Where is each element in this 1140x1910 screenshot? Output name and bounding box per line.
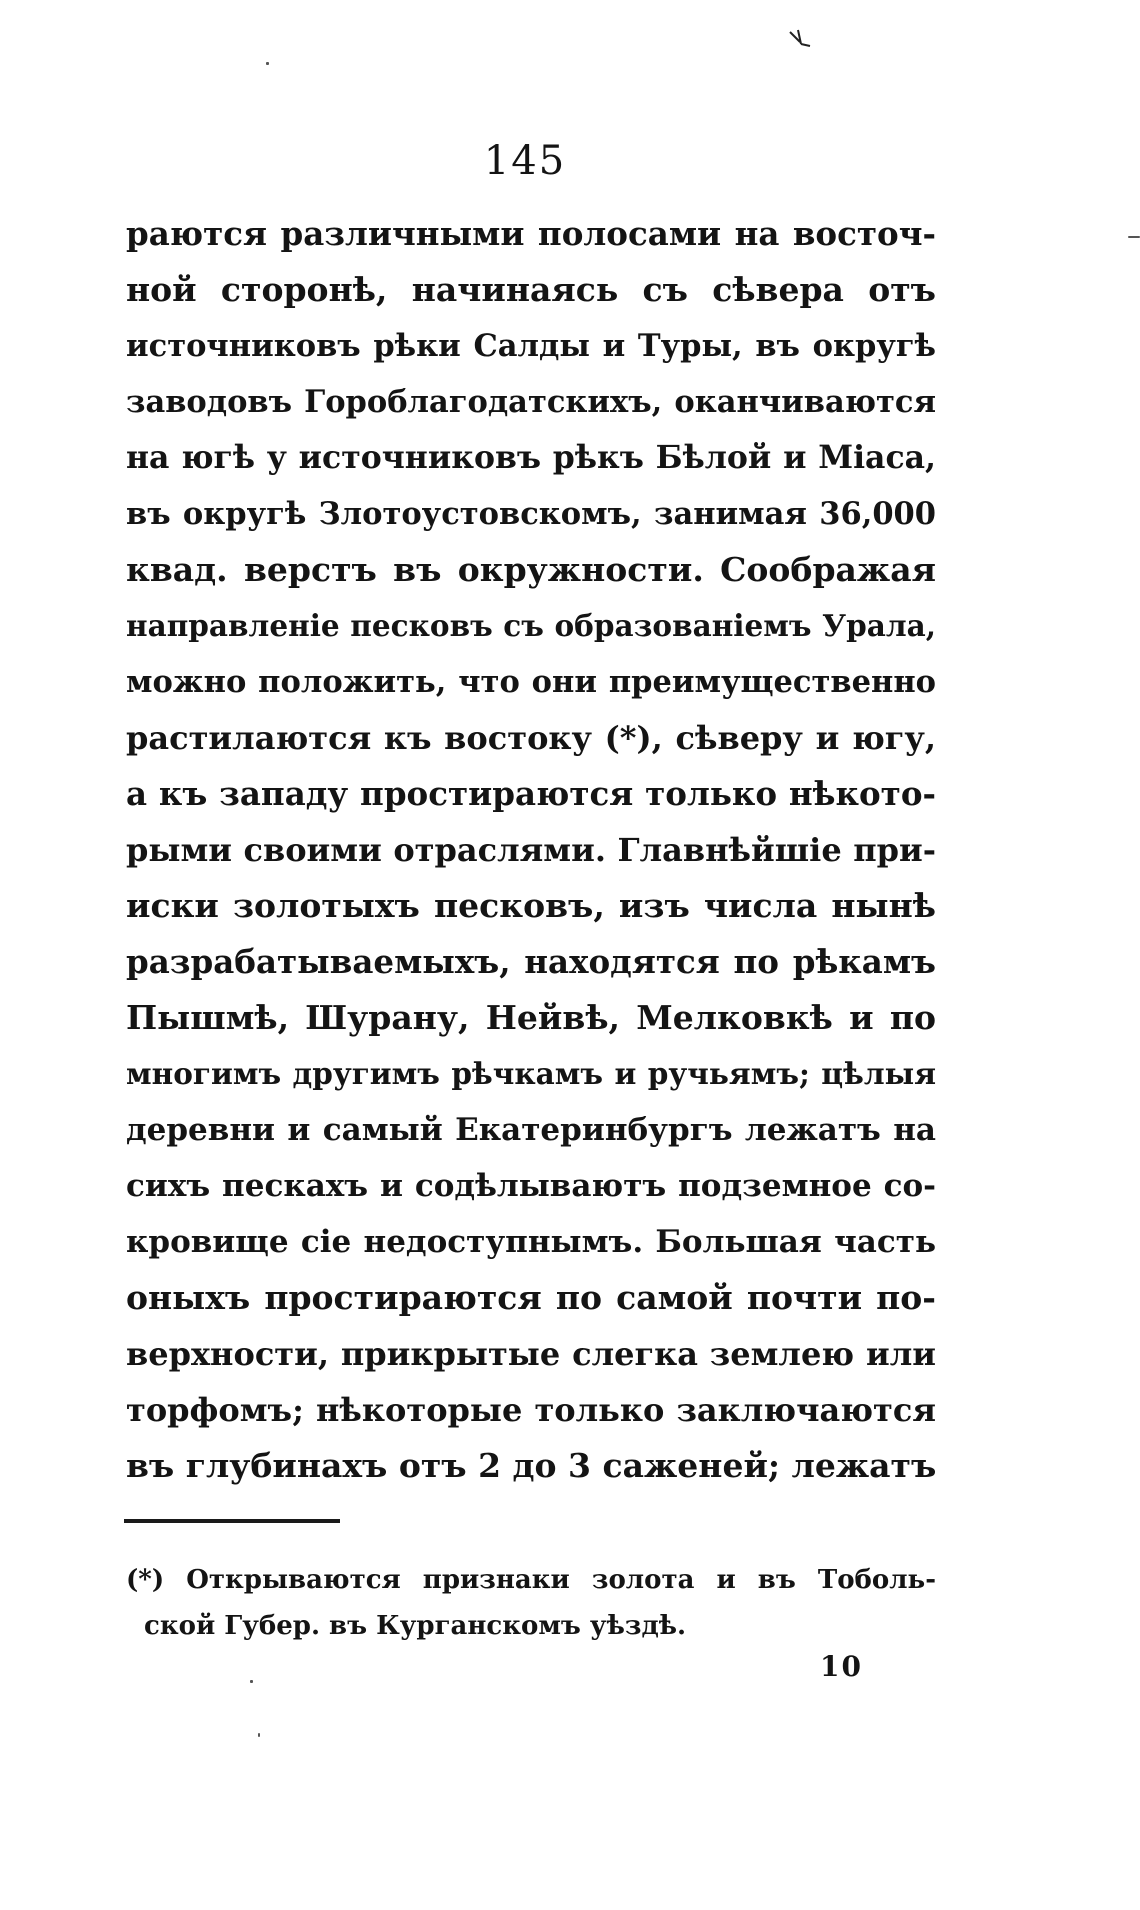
footnote-line: (*) Открываются признаки золота и въ Тоболь- — [126, 1565, 936, 1595]
scan-speck — [1128, 236, 1140, 238]
text-line: квад. верстъ въ окружности. Соображая — [126, 550, 936, 589]
text-line: источниковъ рѣки Салды и Туры, въ округѣ — [126, 328, 936, 364]
scan-speck — [250, 1680, 253, 1683]
signature-mark: 10 — [820, 1650, 863, 1683]
text-line: верхности, прикрытые слегка землею или — [126, 1335, 936, 1373]
text-line: въ округѣ Злотоустовскомъ, занимая 36,000 — [126, 496, 936, 532]
text-line: а къ западу простираются только нѣкото- — [126, 774, 936, 813]
text-line: разрабатываемыхъ, находятся по рѣкамъ — [126, 942, 936, 981]
text-line: торфомъ; нѣкоторые только заключаются — [126, 1391, 936, 1429]
text-line: иски золотыхъ песковъ, изъ числа нынѣ — [126, 886, 936, 925]
text-line: сихъ пескахъ и содѣлываютъ подземное со- — [126, 1168, 936, 1204]
corner-mark-icon — [788, 26, 812, 50]
text-line: направленіе песковъ съ образованіемъ Урала, — [126, 608, 936, 643]
text-line: Пышмѣ, Шурану, Нейвѣ, Мелковкѣ и по — [126, 998, 936, 1037]
text-line: ной сторонѣ, начинаясь съ сѣвера отъ — [126, 270, 936, 309]
footnote-line: ской Губер. въ Курганскомъ уѣздѣ. — [144, 1611, 687, 1641]
text-line: деревни и самый Екатеринбургъ лежатъ на — [126, 1112, 936, 1148]
text-line: раются различными полосами на восточ- — [126, 214, 936, 253]
scan-speck — [266, 62, 269, 65]
text-line: оныхъ простираются по самой почти по- — [126, 1278, 936, 1317]
scan-speck — [258, 1733, 260, 1737]
text-line: растилаются къ востоку (*), сѣверу и югу, — [126, 719, 936, 757]
text-line: рыми своими отраслями. Главнѣйшіе при- — [126, 831, 936, 869]
text-line: въ глубинахъ отъ 2 до 3 саженей; лежатъ — [126, 1446, 936, 1485]
footnote — [126, 1557, 936, 1649]
text-line: заводовъ Гороблагодатскихъ, оканчиваются — [126, 384, 936, 420]
text-line: можно положить, что они преимущественно — [126, 664, 936, 700]
page-number: 145 — [483, 138, 567, 184]
body-text — [126, 206, 936, 1494]
text-line: на югѣ у источниковъ рѣкъ Бѣлой и Міаса, — [126, 439, 936, 476]
text-line: кровище сіе недоступнымъ. Большая часть — [126, 1224, 936, 1260]
footnote-separator — [124, 1519, 340, 1523]
text-line: многимъ другимъ рѣчкамъ и ручьямъ; цѣлыя — [126, 1056, 936, 1091]
